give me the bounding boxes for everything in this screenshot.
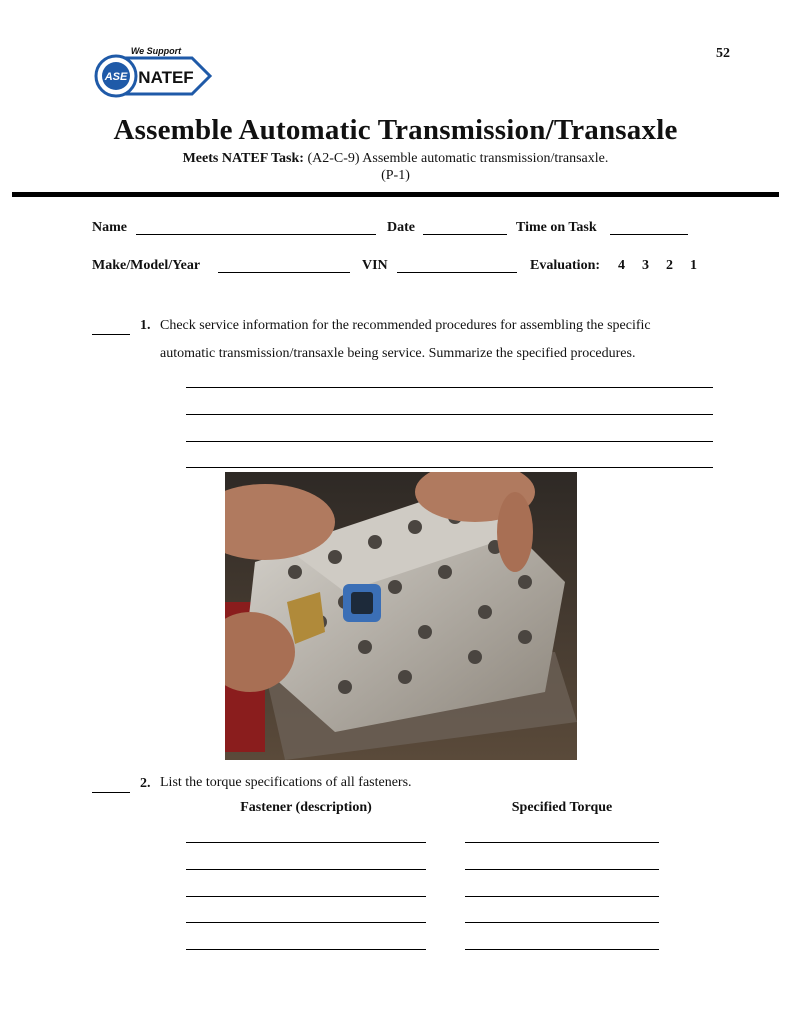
fastener-entry-line[interactable] (186, 896, 426, 897)
time-on-task-field[interactable] (610, 220, 688, 235)
q1-answer-line[interactable] (186, 387, 713, 388)
natef-logo (92, 44, 220, 108)
make-model-year-label: Make/Model/Year (92, 258, 201, 273)
task-text: (A2-C-9) Assemble automatic transmission/transaxle. (307, 151, 609, 166)
natef-brand-text: NATEF (138, 68, 194, 87)
evaluation-score-3[interactable]: 3 (642, 258, 649, 273)
valve-body-photo (225, 472, 577, 760)
q1-text-line1: Check service information for the recommended procedures for assembling the specific (160, 318, 651, 333)
fastener-entry-line[interactable] (186, 869, 426, 870)
task-line (0, 151, 791, 167)
q1-number: 1. (140, 318, 151, 333)
evaluation-score-2[interactable]: 2 (666, 258, 673, 273)
name-label: Name (92, 220, 127, 235)
fastener-entry-line[interactable] (186, 949, 426, 950)
q1-checkoff-blank[interactable] (92, 320, 130, 335)
vin-field[interactable] (397, 258, 517, 273)
name-field[interactable] (136, 220, 376, 235)
evaluation-score-1[interactable]: 1 (690, 258, 697, 273)
page-title: Assemble Automatic Transmission/Transaxle (113, 114, 678, 146)
vin-label: VIN (362, 258, 388, 273)
date-field[interactable] (423, 220, 507, 235)
logo-tagline: We Support (130, 46, 182, 56)
page-number: 52 (716, 46, 730, 61)
fastener-entry-line[interactable] (186, 842, 426, 843)
fastener-column-header: Fastener (description) (240, 800, 372, 815)
torque-entry-line[interactable] (465, 842, 659, 843)
q2-checkoff-blank[interactable] (92, 778, 130, 793)
q1-text-line2: automatic transmission/transaxle being service. Summarize the specified procedures. (160, 346, 636, 361)
ase-badge-text: ASE (104, 71, 128, 83)
header-rule (12, 192, 779, 197)
task-label: Meets NATEF Task: (182, 151, 304, 166)
q1-answer-line[interactable] (186, 441, 713, 442)
q2-number: 2. (140, 776, 151, 791)
priority-code: (P-1) (381, 168, 410, 183)
date-label: Date (387, 220, 415, 235)
evaluation-label: Evaluation: (530, 258, 601, 273)
q1-answer-line[interactable] (186, 467, 713, 468)
time-on-task-label: Time on Task (516, 220, 597, 235)
q2-text-line1: List the torque specifications of all fasteners. (160, 775, 412, 790)
torque-column-header: Specified Torque (511, 800, 613, 815)
q1-answer-line[interactable] (186, 414, 713, 415)
make-model-year-field[interactable] (218, 258, 350, 273)
torque-entry-line[interactable] (465, 949, 659, 950)
fastener-entry-line[interactable] (186, 922, 426, 923)
torque-entry-line[interactable] (465, 869, 659, 870)
torque-entry-line[interactable] (465, 922, 659, 923)
evaluation-score-4[interactable]: 4 (618, 258, 625, 273)
torque-entry-line[interactable] (465, 896, 659, 897)
